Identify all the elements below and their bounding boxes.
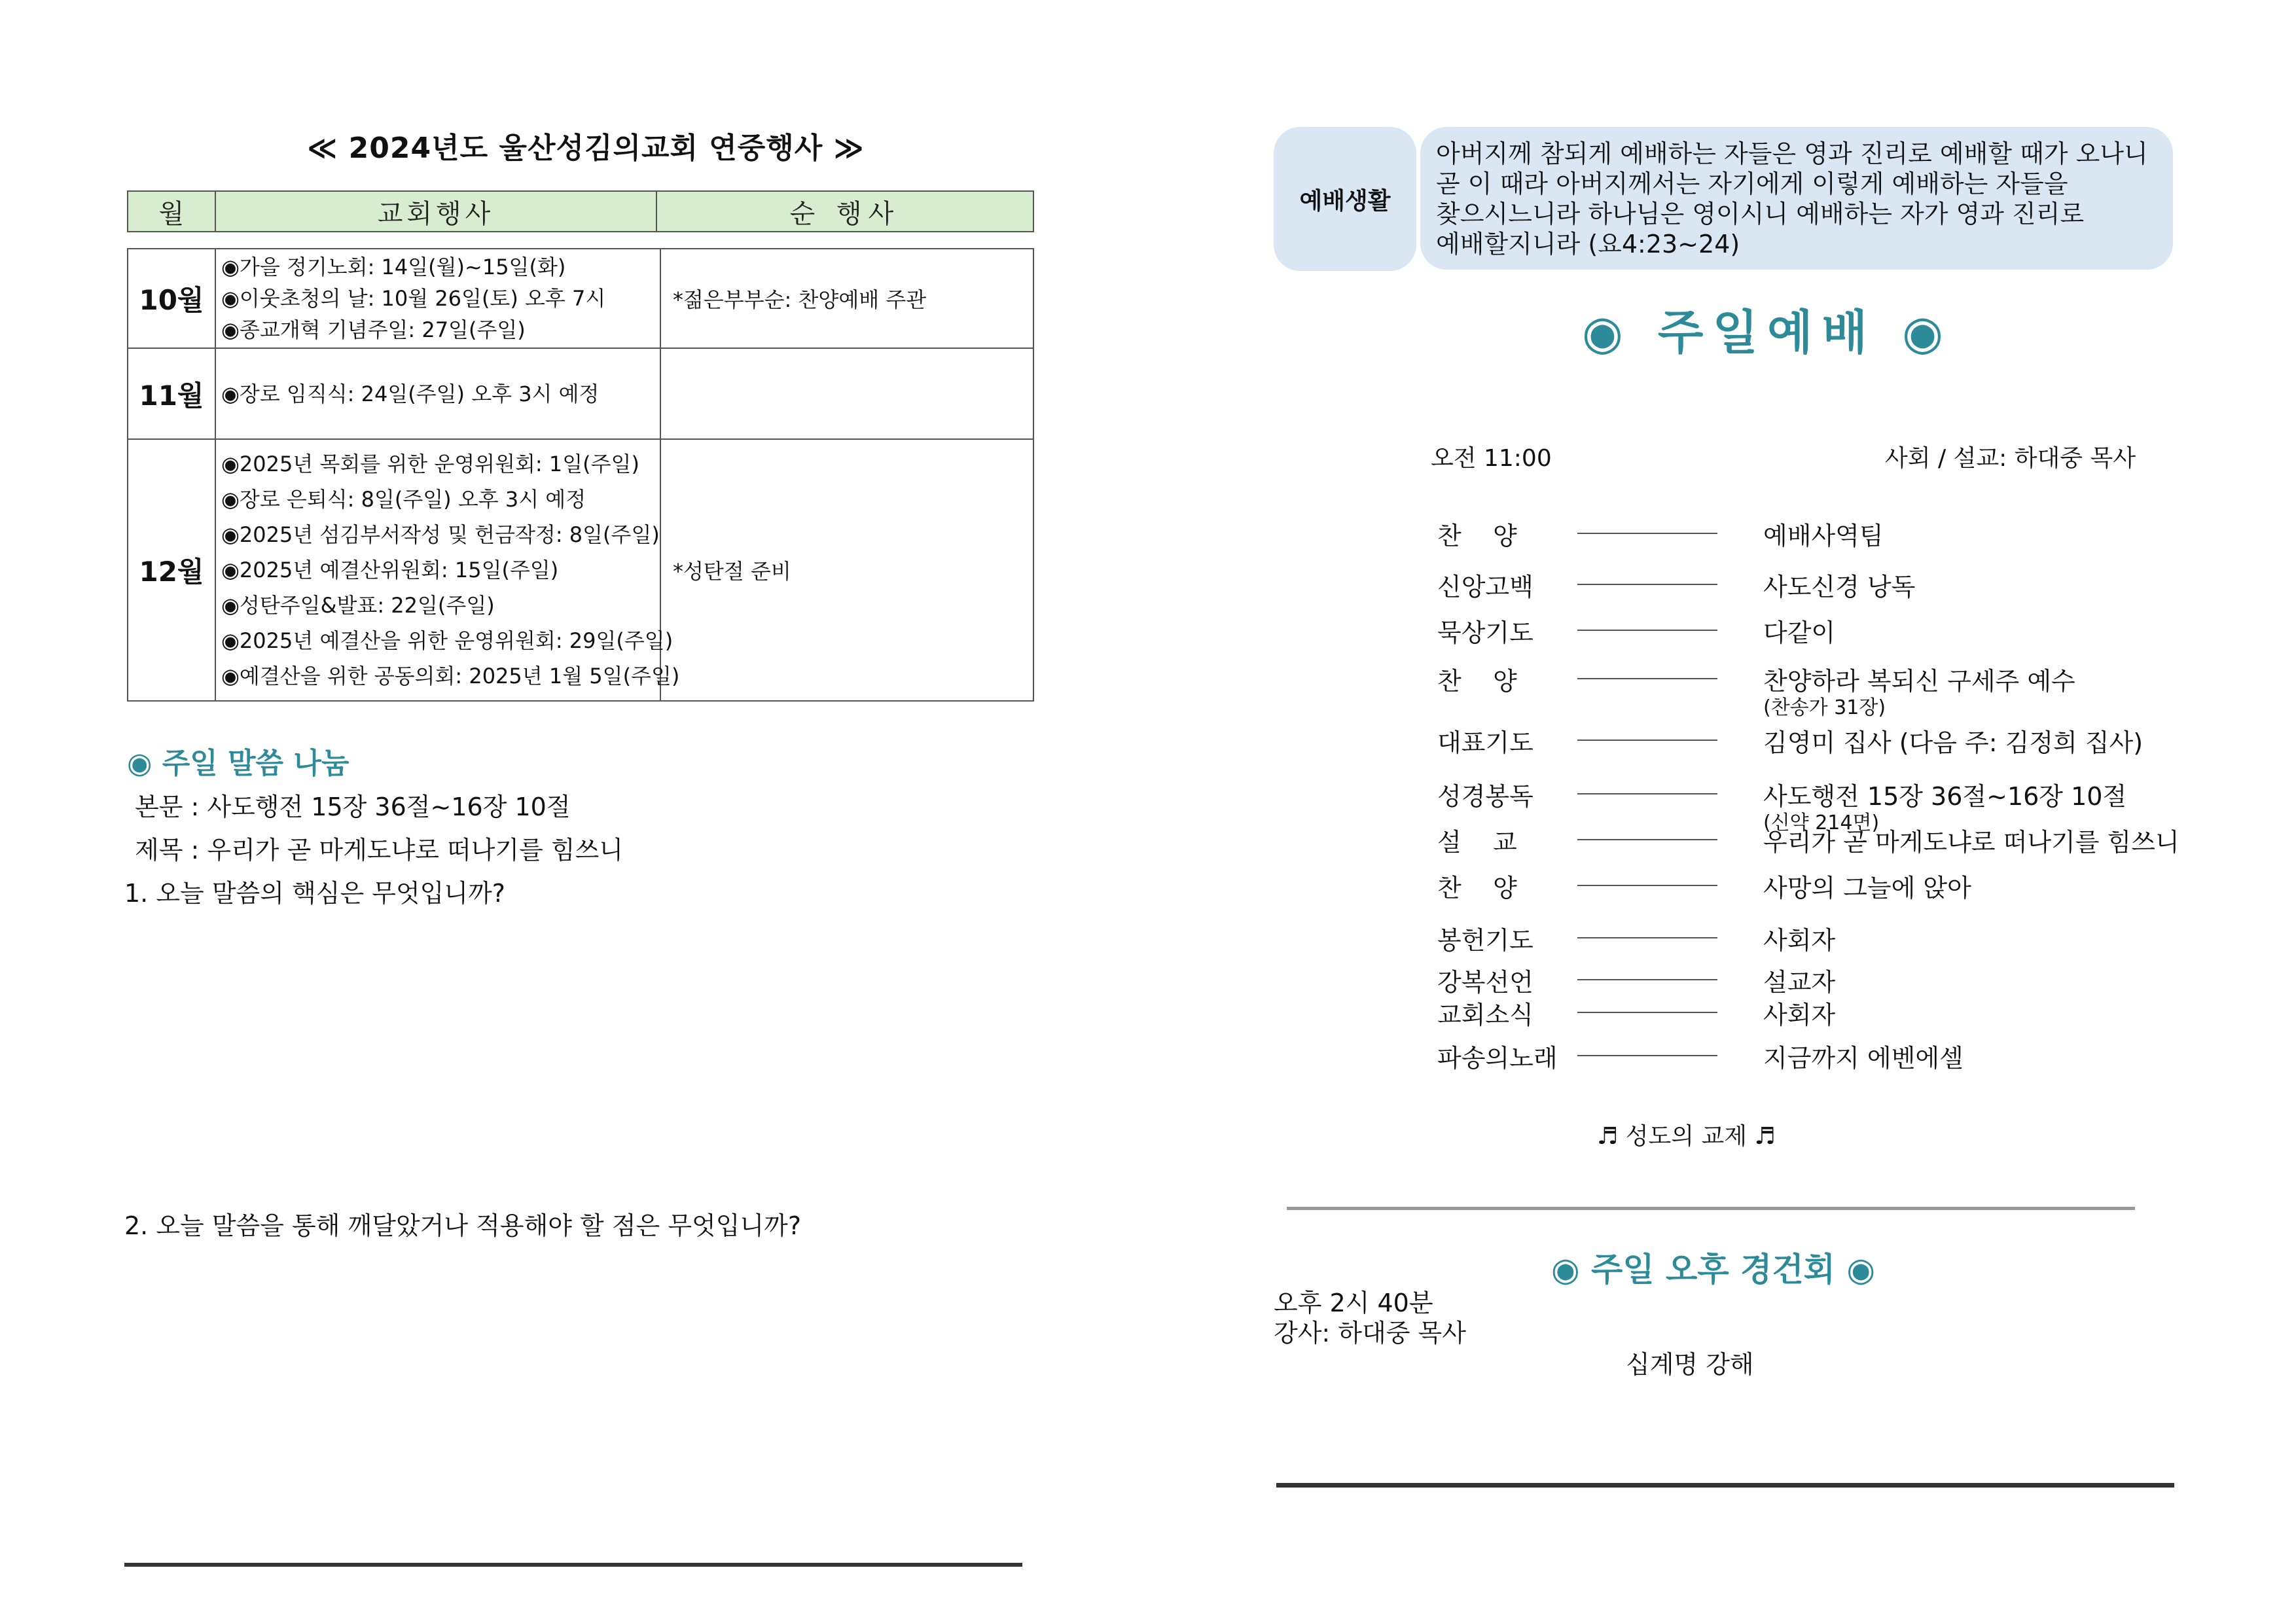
- order-value: 사도신경 낭독: [1763, 573, 1916, 601]
- month-cell: 12월: [128, 440, 216, 700]
- order-value: 사회자: [1763, 1001, 1836, 1029]
- order-value: 설교자: [1763, 968, 1836, 997]
- page-title: ≪ 2024년도 울산성김의교회 연중행사 ≫: [307, 132, 865, 165]
- schedule-table: [127, 248, 1034, 702]
- event-item: ◉2025년 목회를 위한 운영위원회: 1일(주일): [221, 452, 639, 476]
- note-cell: *젊은부부순: 찬양예배 주관: [673, 287, 927, 312]
- order-value: 지금까지 에벤에셀: [1763, 1044, 1964, 1073]
- order-label: 봉헌기도: [1437, 926, 1534, 955]
- order-value: 찬양하라 복되신 구세주 예수: [1763, 667, 2075, 696]
- verse-line: 예배할지니라 (요4:23~24): [1436, 230, 1740, 259]
- order-label: 묵상기도: [1437, 618, 1534, 647]
- event-item: ◉성탄주일&발표: 22일(주일): [221, 593, 495, 618]
- divider-line: [124, 1563, 1022, 1567]
- verse-line: 곧 이 때라 아버지께서는 자기에게 이렇게 예배하는 자들을: [1436, 169, 2068, 198]
- order-value: 예배사역팀: [1763, 522, 1884, 550]
- leader-line: [1577, 979, 1717, 980]
- order-subtext: (신약 214면): [1763, 812, 1880, 834]
- order-value: 사도행전 15장 36절~16장 10절: [1763, 782, 2127, 811]
- question-1: 1. 오늘 말씀의 핵심은 무엇입니까?: [124, 879, 505, 908]
- service-leader: 사회 / 설교: 하대중 목사: [1885, 445, 2136, 472]
- question-2: 2. 오늘 말씀을 통해 깨달았거나 적용해야 할 점은 무엇입니까?: [124, 1211, 802, 1240]
- leader-line: [1577, 885, 1717, 886]
- leader-line: [1577, 740, 1717, 741]
- leader-line: [1577, 793, 1717, 794]
- order-label: 찬 양: [1437, 667, 1517, 696]
- verse-line: 찾으시느니라 하나님은 영이시니 예배하는 자가 영과 진리로: [1436, 200, 2085, 228]
- afternoon-speaker: 강사: 하대중 목사: [1274, 1319, 1466, 1347]
- service-title: ◉ 주일예배 ◉: [1582, 305, 1952, 360]
- order-value: 김영미 집사 (다음 주: 김정희 집사): [1763, 728, 2144, 757]
- table-row: [128, 249, 1033, 349]
- event-item: ◉예결산을 위한 공동의회: 2025년 1월 5일(주일): [221, 664, 680, 688]
- leader-line: [1577, 839, 1717, 840]
- verse-box: [1420, 127, 2173, 270]
- order-label: 찬 양: [1437, 874, 1517, 902]
- event-item: ◉장로 임직식: 24일(주일) 오후 3시 예정: [221, 381, 600, 406]
- order-value: 다같이: [1763, 618, 1836, 647]
- table-row: [128, 349, 1033, 440]
- header-month: 월: [128, 192, 216, 231]
- event-item: ◉2025년 예결산위원회: 15일(주일): [221, 558, 559, 582]
- leader-line: [1577, 630, 1717, 631]
- order-value: 우리가 곧 마게도냐로 떠나기를 힘쓰니: [1763, 828, 2179, 857]
- order-label: 찬 양: [1437, 522, 1517, 550]
- service-time: 오전 11:00: [1431, 445, 1552, 472]
- leader-line: [1577, 937, 1717, 938]
- leader-line: [1577, 584, 1717, 585]
- afternoon-service-heading: ◉ 주일 오후 경건회 ◉: [1551, 1251, 1875, 1289]
- events-cell: [216, 249, 661, 348]
- note-cell: [661, 349, 1033, 438]
- afternoon-topic: 십계명 강해: [1626, 1350, 1754, 1379]
- order-label: 파송의노래: [1437, 1044, 1558, 1073]
- order-label: 신앙고백: [1437, 573, 1534, 601]
- order-subtext: (찬송가 31장): [1763, 696, 1886, 719]
- order-label: 설 교: [1437, 828, 1517, 857]
- event-item: ◉2025년 예결산을 위한 운영위원회: 29일(주일): [221, 628, 673, 653]
- order-label: 대표기도: [1437, 728, 1534, 757]
- leader-line: [1577, 1055, 1717, 1056]
- leader-line: [1577, 1012, 1717, 1013]
- sermon-subject: 제목 : 우리가 곧 마게도냐로 떠나기를 힘쓰니: [135, 836, 624, 865]
- order-label: 교회소식: [1437, 1001, 1534, 1029]
- event-item: ◉장로 은퇴식: 8일(주일) 오후 3시 예정: [221, 487, 586, 512]
- verse-line: 아버지께 참되게 예배하는 자들은 영과 진리로 예배할 때가 오나니: [1436, 139, 2148, 168]
- leader-line: [1577, 533, 1717, 534]
- month-cell: 11월: [128, 349, 216, 438]
- event-item: ◉종교개혁 기념주일: 27일(주일): [221, 317, 526, 342]
- divider-line: [1276, 1483, 2174, 1488]
- divider-line: [1287, 1207, 2135, 1210]
- note-cell: *성탄절 준비: [673, 559, 791, 584]
- header-church-events: 교회행사: [216, 192, 657, 231]
- order-label: 강복선언: [1437, 968, 1534, 997]
- sermon-sharing-heading: ◉ 주일 말씀 나눔: [127, 747, 350, 780]
- table-row: [128, 440, 1033, 700]
- verse-label: 예배생활: [1274, 127, 1416, 271]
- order-label: 성경봉독: [1437, 782, 1534, 811]
- sermon-text-ref: 본문 : 사도행전 15장 36절~16장 10절: [135, 793, 571, 821]
- header-group-events: 순 행사: [789, 198, 901, 229]
- events-cell: [216, 349, 661, 438]
- event-item: ◉이웃초청의 날: 10월 26일(토) 오후 7시: [221, 286, 606, 311]
- fellowship-note: ♬ 성도의 교제 ♬: [1597, 1123, 1776, 1150]
- order-value: 사회자: [1763, 926, 1836, 955]
- afternoon-time: 오후 2시 40분: [1274, 1289, 1433, 1317]
- event-item: ◉가을 정기노회: 14일(월)~15일(화): [221, 255, 566, 279]
- leader-line: [1577, 678, 1717, 679]
- events-cell: [216, 440, 680, 700]
- schedule-table-header: [127, 190, 1034, 232]
- month-cell: 10월: [128, 249, 216, 348]
- order-value: 사망의 그늘에 앉아: [1763, 874, 1971, 902]
- event-item: ◉2025년 섬김부서작성 및 헌금작정: 8일(주일): [221, 522, 660, 547]
